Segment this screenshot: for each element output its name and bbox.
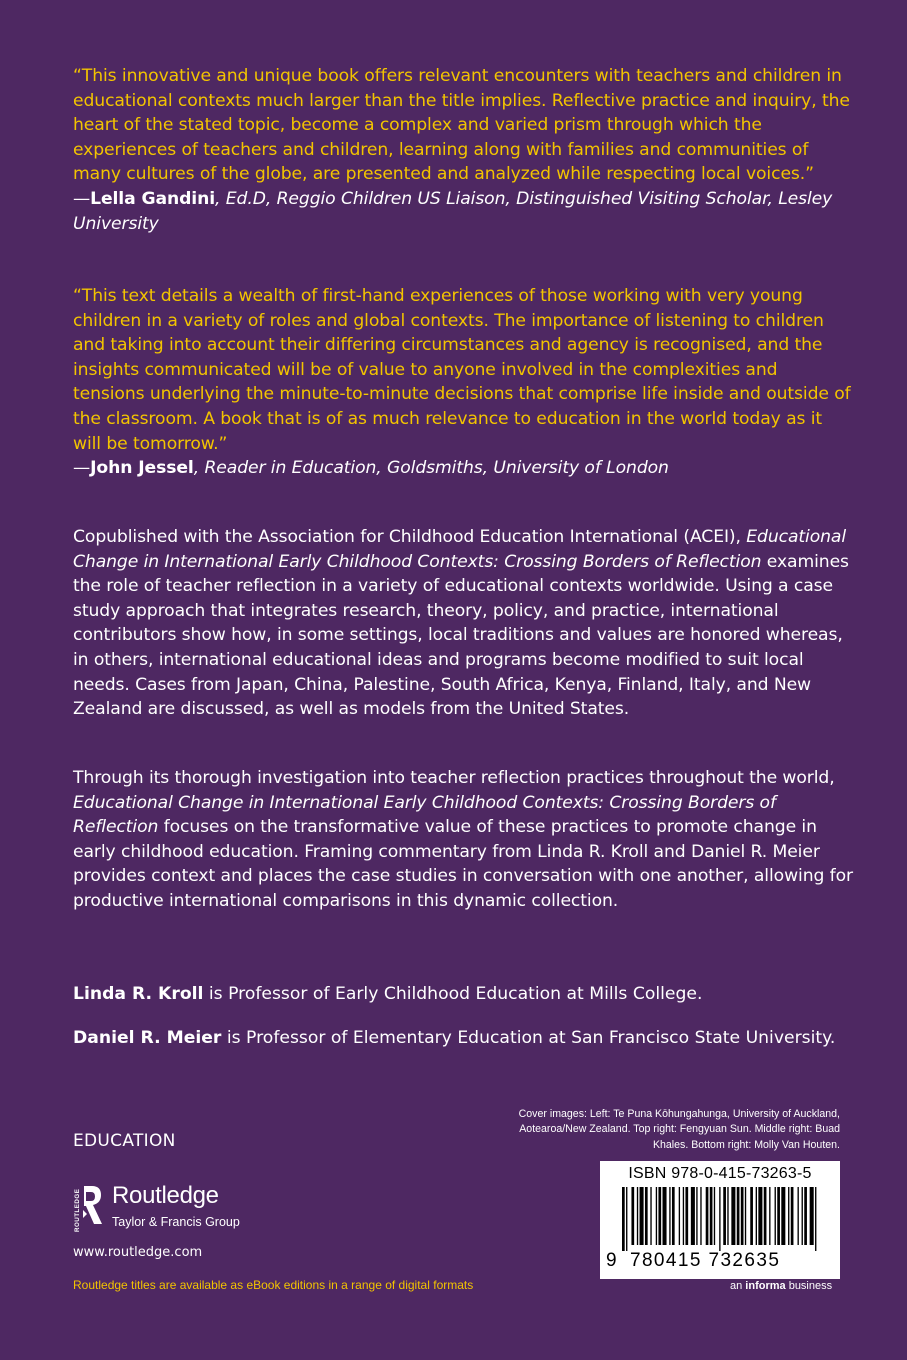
barcode-stripe (622, 1187, 625, 1251)
barcode-stripe (672, 1187, 675, 1245)
barcode-stripe (810, 1187, 814, 1245)
barcode-stripe (683, 1187, 684, 1245)
barcode-stripe (719, 1187, 720, 1251)
quote-2-text: “This text details a wealth of first-hand experiences of those working with very young children in a variety of roles and global contexts. The importance of listening to children and taking into account their differing circumstances and agency is recognised, and the insights communicated will be of value to anyone involved in the complexities and tensions underlying the minute-to-minute decisions that comprise life inside and outside of the classroom. A book that is of as much relevance to education in the world today as it will be tomorrow.” (73, 286, 851, 454)
barcode-stripe (775, 1187, 776, 1245)
barcode-stripe (777, 1187, 780, 1245)
quote-1-author: Lella Gandini (90, 188, 216, 209)
barcode-stripe (696, 1187, 697, 1245)
barcode-stripe (791, 1187, 794, 1245)
quote-1-text: “This innovative and unique book offers relevant encounters with teachers and children in educational contexts much larger than the title implies. Reflective practice and inquiry, the heart of the stated topic, become a complex and varied prism through which the experiences of teachers and children, learning along with families and communities of many cultures of the globe, are presented and analyzed while respecting local voices.” (73, 66, 850, 185)
barcode-stripe (769, 1187, 770, 1245)
barcode-stripe (815, 1187, 816, 1251)
publisher-name: Routledge (112, 1182, 219, 1209)
barcode-stripe (756, 1187, 757, 1245)
barcode-bars (622, 1187, 818, 1251)
barcode-stripe (679, 1187, 680, 1245)
logo-vertical-text: ROUTLEDGE (74, 1188, 81, 1232)
book-title: Educational Change in International Early Childhood Contexts: Crossing Borders of Reflection (73, 527, 847, 572)
barcode-stripe (656, 1187, 657, 1245)
quote-2-affiliation: , Reader in Education, Goldsmiths, University of London (193, 458, 669, 479)
quote-2-attribution: —John Jessel, Reader in Education, Goldsmiths, University of London (73, 458, 669, 479)
barcode-stripe (650, 1187, 651, 1245)
quote-1-affiliation: , Ed.D, Reggio Children US Liaison, Distinguished Visiting Scholar, Lesley University (73, 188, 833, 234)
barcode-stripe (723, 1187, 726, 1245)
publisher-group: Taylor & Francis Group (112, 1215, 240, 1229)
description-paragraph-2: Through its thorough investigation into teacher reflection practices throughout the world, Educational Change in International Early Childhood Contexts: Crossing Borders of Reflection focuses on the transformative value of these practices to promote change in early childhood education. Framing commentary from Linda R. Kroll and Daniel R. Meier provides context and places the case studies in conversation with one another, allowing for productive international comparisons in this dynamic collection. (73, 768, 853, 911)
barcode-stripe (631, 1187, 634, 1245)
barcode-stripe (804, 1187, 807, 1245)
informa-brand: informa (745, 1280, 786, 1292)
barcode-stripe (798, 1187, 799, 1245)
barcode-stripe (626, 1187, 627, 1251)
barcode-stripe (663, 1187, 667, 1245)
barcode-stripe (706, 1187, 709, 1245)
barcode-stripe (741, 1187, 744, 1245)
subject-category: EDUCATION (73, 1131, 176, 1151)
barcode-stripe (731, 1187, 735, 1245)
quote-1-attribution: —Lella Gandini, Ed.D, Reggio Children US Liaison, Distinguished Visiting Scholar, Lesley University (73, 188, 833, 234)
barcode-stripe (764, 1187, 767, 1245)
barcode-stripe (658, 1187, 661, 1245)
barcode-stripe (714, 1187, 715, 1245)
quote-2-author: John Jessel (90, 458, 194, 479)
barcode-stripe (781, 1187, 785, 1245)
ebook-note: Routledge titles are available as eBook editions in a range of digital formats (73, 1278, 474, 1292)
barcode-stripe (750, 1187, 753, 1245)
isbn-label: ISBN 978-0-415-73263-5 (628, 1165, 812, 1182)
barcode-stripe (700, 1187, 701, 1245)
quote-1 (73, 64, 853, 236)
description-paragraph-1: Copublished with the Association for Childhood Education International (ACEI), Educational Change in International Early Childhood Contexts: Crossing Borders of Reflection examines the role of teacher reflection in a variety of educational contexts worldwide. Using a case study approach that integrates research, theory, policy, and practice, international contributors show how, in some settings, local traditions and values are honored whereas, in others, international educational ideas and programs become modified to suit local needs. Cases from Japan, China, Palestine, South Africa, Kenya, Finland, Italy, and New Zealand are discussed, as well as models from the United States. (73, 527, 849, 720)
barcode-stripe (640, 1187, 644, 1245)
barcode-stripe (685, 1187, 688, 1245)
barcode-stripe (710, 1187, 713, 1245)
barcode: ISBN 978-0-415-73263-5 9 780415 732635 (600, 1161, 840, 1279)
barcode-stripe (758, 1187, 762, 1245)
publisher-url[interactable]: www.routledge.com (73, 1245, 203, 1260)
barcode-stripe (669, 1187, 670, 1245)
barcode-stripe (637, 1187, 638, 1245)
barcode-stripe (691, 1187, 695, 1245)
author-name: Daniel R. Meier (73, 1028, 222, 1048)
informa-tagline: an informa business (730, 1280, 833, 1292)
routledge-logo-icon (73, 1184, 103, 1234)
author-name: Linda R. Kroll (73, 984, 204, 1004)
barcode-stripe (737, 1187, 740, 1245)
author-bio-kroll: Linda R. Kroll is Professor of Early Childhood Education at Mills College. (73, 984, 703, 1004)
book-title: Educational Change in International Early Childhood Contexts: Crossing Borders of Reflection (73, 792, 776, 838)
barcode-stripe (802, 1187, 803, 1245)
author-bio-meier: Daniel R. Meier is Professor of Elementary Education at San Francisco State University. (73, 1028, 836, 1048)
barcode-stripe (645, 1187, 648, 1245)
barcode-stripe (745, 1187, 746, 1245)
barcode-stripe (788, 1187, 789, 1245)
barcode-stripe (727, 1187, 728, 1245)
cover-image-credits: Cover images: Left: Te Puna Kōhungahunga, University of Auckland, Aotearoa/New Zealand. Top right: Fengyuan Sun. Middle right: Buad Khales. Bottom right: Molly Van Houten. (518, 1108, 840, 1151)
quote-2 (73, 284, 853, 481)
